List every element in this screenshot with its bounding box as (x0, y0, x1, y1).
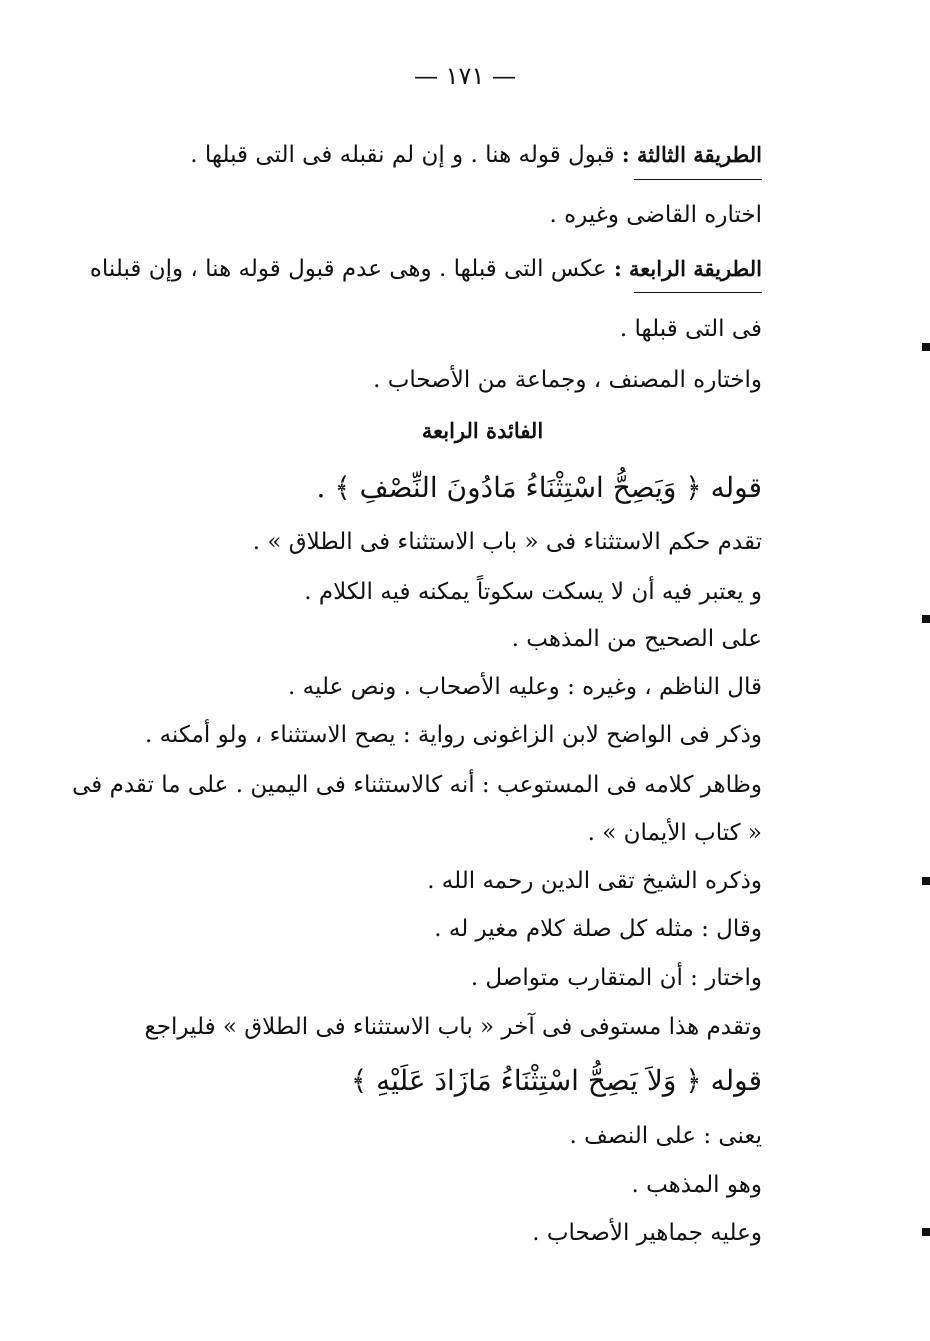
quoted-text-line-1: قوله ﴿ وَيَصِحُّ اسْتِثْنَاءُ مَادُونَ النِّصْفِ ﴾ . (316, 471, 762, 504)
text-line-4: فى التى قبلها . (619, 316, 762, 342)
text-line-19: يعنى : على النصف . (569, 1123, 762, 1149)
heading-underline (634, 179, 762, 180)
text-line-15: وقال : مثله كل صلة كلام مغير له . (434, 916, 762, 942)
scan-mark (922, 615, 930, 623)
text-line-10: قال الناظم ، وغيره : وعليه الأصحاب . ونص عليه . (288, 674, 762, 700)
quoted-text-line-2: قوله ﴿ وَلاَ يَصِحُّ اسْتِثْنَاءُ مَازَادَ عَلَيْهِ ﴾ (350, 1064, 762, 1097)
text-line-5: واختاره المصنف ، وجماعة من الأصحاب . (373, 367, 762, 393)
text-line-3 (89, 254, 762, 284)
text-line-2: اختاره القاضى وغيره . (549, 202, 762, 228)
heading-underline (634, 292, 762, 293)
text-line-1 (190, 140, 762, 170)
text-line-7: تقدم حكم الاستثناء فى « باب الاستثناء فى الطلاق » . (252, 529, 762, 555)
text-line-12: وظاهر كلامه فى المستوعب : أنه كالاستثناء فى اليمين . على ما تقدم فى (72, 772, 762, 798)
scan-mark (922, 343, 930, 351)
heading-fourth-method: الطريقة الرابعة : (613, 256, 762, 281)
text-line-8: و يعتبر فيه أن لا يسكت سكوتاً يمكنه فيه الكلام . (304, 579, 762, 605)
text-line-16: واختار : أن المتقارب متواصل . (470, 965, 762, 991)
text-line-21: وعليه جماهير الأصحاب . (532, 1220, 762, 1246)
text-line-9: على الصحيح من المذهب . (511, 626, 762, 652)
text-line-11: وذكر فى الواضح لابن الزاغونى رواية : يصح الاستثناء ، ولو أمكنه . (144, 722, 762, 748)
text-line-1-body: قبول قوله هنا . و إن لم نقبله فى التى قبلها . (190, 142, 622, 168)
page-number: — ١٧١ — (414, 62, 516, 90)
heading-third-method: الطريقة الثالثة : (621, 142, 762, 167)
text-line-20: وهو المذهب . (631, 1172, 762, 1198)
scan-mark (922, 877, 930, 885)
text-line-3-body: عكس التى قبلها . وهى عدم قبول قوله هنا ، وإن قبلناه (89, 256, 614, 282)
text-line-13: « كتاب الأيمان » . (587, 820, 762, 846)
section-title: الفائدة الرابعة (421, 418, 544, 443)
text-line-17: وتقدم هذا مستوفى فى آخر « باب الاستثناء فى الطلاق » فليراجع (144, 1014, 762, 1040)
scan-mark (922, 1228, 930, 1236)
text-line-14: وذكره الشيخ تقى الدين رحمه الله . (427, 868, 762, 894)
